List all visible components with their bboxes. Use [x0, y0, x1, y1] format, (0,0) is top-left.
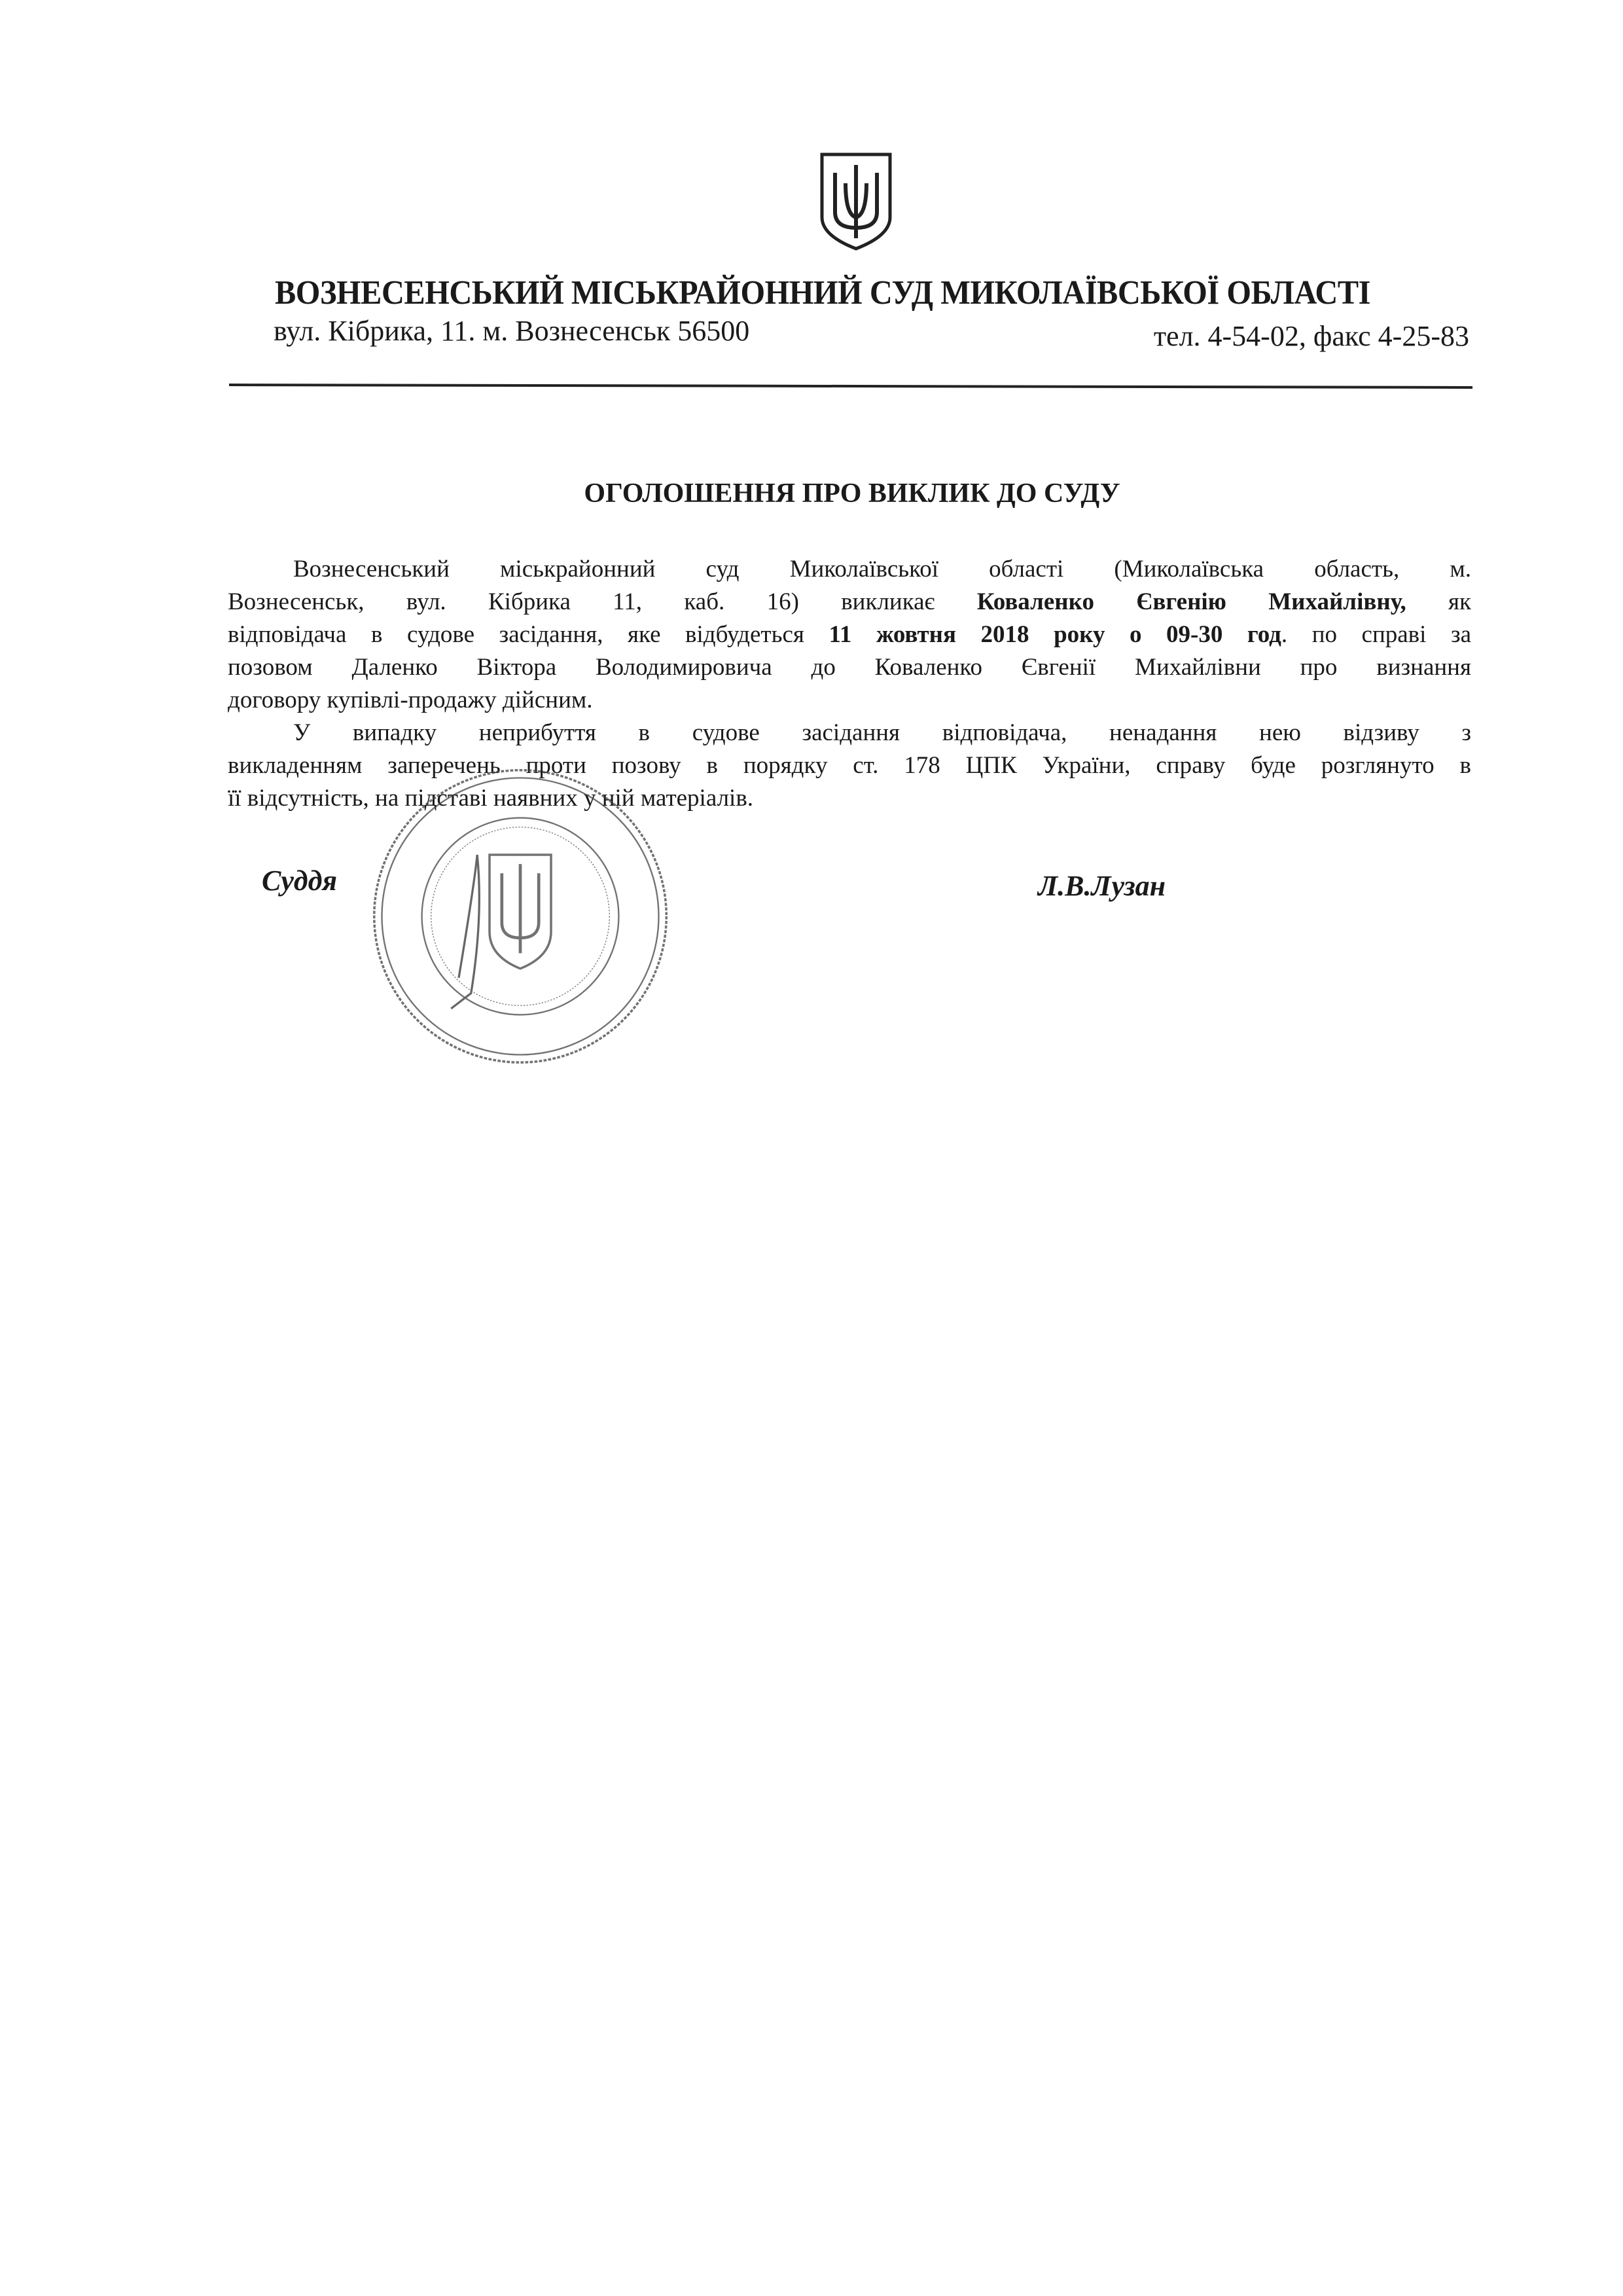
- body-line: [228, 619, 1471, 651]
- notice-title: ОГОЛОШЕННЯ ПРО ВИКЛИК ДО СУДУ: [584, 478, 1120, 509]
- court-name: ВОЗНЕСЕНСЬКИЙ МІСЬКРАЙОННИЙ СУД МИКОЛАЇВСЬКОЇ ОБЛАСТІ: [275, 274, 1371, 312]
- body-text-bold: 11 жовтня 2018 року о 09-30 год: [829, 621, 1281, 648]
- body-text-bold: Коваленко Євгенію Михайлівну,: [976, 588, 1406, 615]
- body-line: [228, 651, 1471, 684]
- body-text: договору купівлі-продажу дійсним.: [228, 687, 593, 713]
- court-stamp: [366, 762, 674, 1070]
- body-line: [228, 717, 1471, 749]
- body-text: позовом Даленко Віктора Володимировича до Коваленко Євгенії Михайлівни про визнання: [228, 654, 1471, 681]
- coat-of-arms-icon: [817, 149, 895, 254]
- header-divider: [229, 384, 1472, 389]
- body-text: . по справі за: [1281, 621, 1471, 648]
- judge-label: Суддя: [262, 865, 338, 897]
- body-text: м.: [1450, 556, 1471, 583]
- judge-name: Л.В.Лузан: [1038, 870, 1166, 902]
- body-text: Вознесенськ, вул. Кібрика 11, каб. 16) викликає: [228, 588, 977, 615]
- body-text: У випадку неприбуття в судове засідання відповідача, ненадання нею відзиву з: [293, 719, 1471, 746]
- body-line: [228, 553, 1471, 586]
- body-text: як: [1406, 588, 1472, 615]
- body-line: [228, 586, 1471, 619]
- body-line: [228, 684, 1471, 717]
- court-phone: тел. 4-54-02, факс 4-25-83: [1153, 320, 1469, 352]
- court-address: вул. Кібрика, 11. м. Вознесенськ 56500: [274, 315, 750, 347]
- body-text: відповідача в судове засідання, яке відбудеться: [228, 621, 829, 648]
- body-text: викладенням заперечень проти позову в порядку ст. 178 ЦПК України, справу буде розглянуто в: [228, 752, 1471, 779]
- body-text: її відсутність, на підставі наявних у ній матеріалів.: [228, 785, 754, 812]
- body-text: Вознесенський міськрайонний суд Миколаївської області (Миколаївська область,: [293, 556, 1400, 583]
